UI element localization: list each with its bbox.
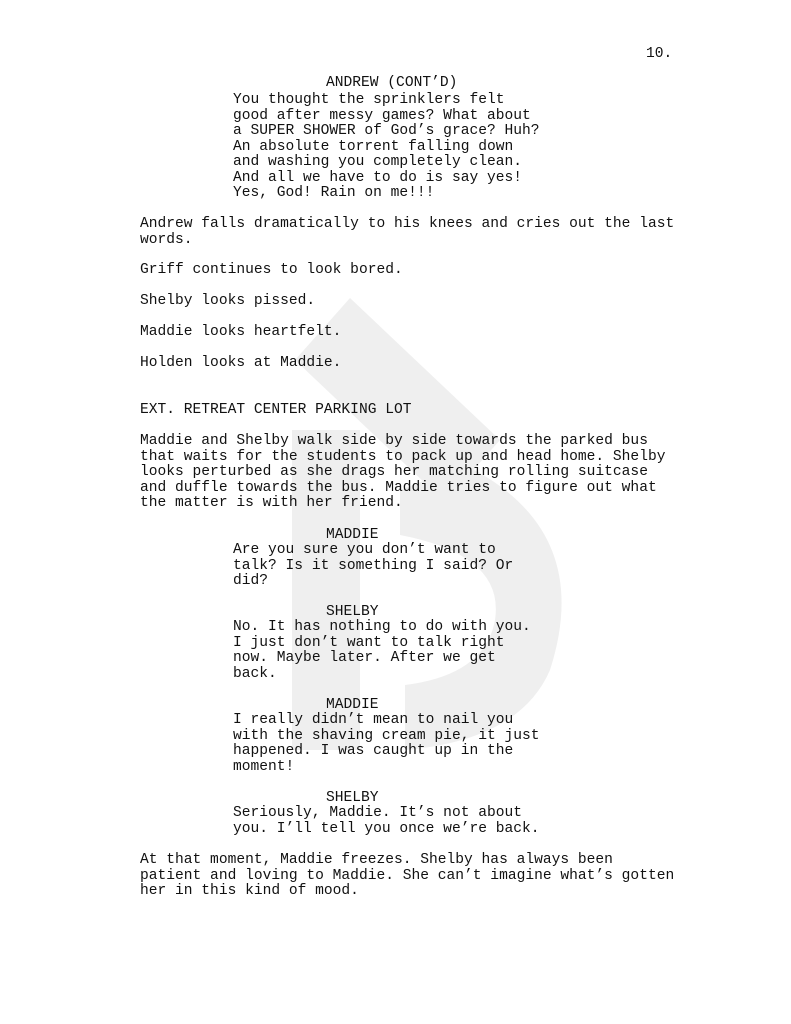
dialogue-line: Are you sure you don’t want to bbox=[233, 542, 496, 558]
dialogue-line: An absolute torrent falling down bbox=[233, 138, 514, 155]
character-cue: ANDREW (CONT’D) bbox=[326, 75, 458, 91]
action-line: At that moment, Maddie freezes. Shelby has always been bbox=[140, 852, 613, 868]
scene-heading: EXT. RETREAT CENTER PARKING LOT bbox=[140, 402, 412, 418]
dialogue-line: I just don’t want to talk right bbox=[233, 634, 505, 651]
action-line: Griff continues to look bored. bbox=[140, 262, 403, 278]
character-cue: SHELBY bbox=[326, 604, 379, 620]
dialogue-line: You thought the sprinklers felt bbox=[233, 92, 505, 108]
dialogue-line: did? bbox=[233, 573, 269, 589]
dialogue-line: good after messy games? What about bbox=[233, 107, 531, 124]
dialogue-line: And all we have to do is say yes! bbox=[233, 169, 523, 186]
action-line: Andrew falls dramatically to his knees and cries out the last bbox=[140, 216, 675, 232]
action-line: words. bbox=[140, 231, 193, 248]
dialogue-line: talk? Is it something I said? Or bbox=[233, 557, 514, 574]
dialogue-line: moment! bbox=[233, 758, 295, 775]
action-line: Maddie looks heartfelt. bbox=[140, 324, 342, 340]
dialogue-line: a SUPER SHOWER of God’s grace? Huh? bbox=[233, 123, 540, 139]
page-number: 10. bbox=[646, 46, 673, 62]
dialogue-line: you. I’ll tell you once we’re back. bbox=[233, 820, 540, 837]
action-line: patient and loving to Maddie. She can’t imagine what’s gotten bbox=[140, 867, 675, 884]
action-line: her in this kind of mood. bbox=[140, 883, 359, 899]
character-cue: MADDIE bbox=[326, 697, 379, 713]
dialogue-line: I really didn’t mean to nail you bbox=[233, 712, 514, 728]
character-cue: SHELBY bbox=[326, 790, 379, 806]
action-line: and duffle towards the bus. Maddie tries to figure out what bbox=[140, 479, 657, 496]
dialogue-line: Seriously, Maddie. It’s not about bbox=[233, 805, 523, 821]
dialogue-line: No. It has nothing to do with you. bbox=[233, 619, 531, 635]
action-line: that waits for the students to pack up and head home. Shelby bbox=[140, 448, 666, 465]
action-line: the matter is with her friend. bbox=[140, 495, 403, 511]
dialogue-line: with the shaving cream pie, it just bbox=[233, 727, 540, 744]
action-line: Shelby looks pissed. bbox=[140, 293, 316, 309]
character-cue: MADDIE bbox=[326, 527, 379, 543]
dialogue-line: now. Maybe later. After we get bbox=[233, 650, 496, 666]
action-line: Holden looks at Maddie. bbox=[140, 355, 342, 371]
action-line: looks perturbed as she drags her matching rolling suitcase bbox=[140, 464, 648, 480]
action-line: Maddie and Shelby walk side by side towards the parked bus bbox=[140, 433, 648, 449]
dialogue-line: back. bbox=[233, 665, 277, 682]
dialogue-line: happened. I was caught up in the bbox=[233, 743, 514, 759]
dialogue-line: Yes, God! Rain on me!!! bbox=[233, 185, 435, 201]
dialogue-line: and washing you completely clean. bbox=[233, 154, 523, 170]
